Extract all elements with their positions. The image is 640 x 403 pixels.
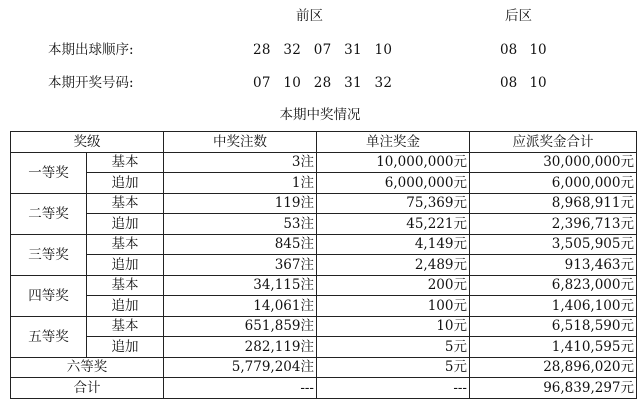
unit-prize: 2,489元 [317,255,470,276]
prize-table [10,131,637,399]
bet-type: 追加 [87,214,164,235]
sum-total: 96,839,297元 [470,378,637,399]
table-row [11,193,637,214]
unit-prize: 10,000,000元 [317,152,470,173]
total-prize: 1,410,595元 [470,337,637,358]
front-zone-label: 前区 [296,8,323,24]
bet-type: 追加 [87,173,164,194]
table-header-row [11,132,637,153]
draw-order-front-numbers: 28 32 07 31 10 [253,42,393,58]
bet-type: 追加 [87,337,164,358]
unit-prize: 75,369元 [317,193,470,214]
total-prize: 28,896,020元 [470,357,637,378]
table-row [11,275,637,296]
winner-count: 34,115注 [164,275,317,296]
winner-count: 14,061注 [164,296,317,317]
draw-info [0,0,640,130]
unit-prize: 5元 [317,337,470,358]
draw-order-back-numbers: 08 10 [500,42,547,58]
table-row [11,214,637,235]
table-row [11,337,637,358]
winner-count: 1注 [164,173,317,194]
total-prize: 3,505,905元 [470,234,637,255]
prize-level: 五等奖 [11,316,87,357]
table-row [11,296,637,317]
sum-prize: --- [317,378,470,399]
winning-back-numbers: 08 10 [500,75,547,91]
bet-type: 基本 [87,152,164,173]
bet-type: 追加 [87,296,164,317]
bet-type: 基本 [87,316,164,337]
header-total: 应派奖金合计 [470,132,637,153]
header-count: 中奖注数 [164,132,317,153]
total-prize: 6,518,590元 [470,316,637,337]
bet-type: 基本 [87,275,164,296]
winner-count: 367注 [164,255,317,276]
winner-count: 651,859注 [164,316,317,337]
header-level: 奖级 [11,132,164,153]
winner-count: 5,779,204注 [164,357,317,378]
unit-prize: 4,149元 [317,234,470,255]
unit-prize: 10元 [317,316,470,337]
header-prize: 单注奖金 [317,132,470,153]
sum-label: 合计 [11,378,164,399]
winning-front-numbers: 07 10 28 31 32 [253,75,393,91]
bet-type: 基本 [87,193,164,214]
prize-level: 六等奖 [11,357,164,378]
unit-prize: 200元 [317,275,470,296]
winner-count: 53注 [164,214,317,235]
bet-type: 基本 [87,234,164,255]
draw-order-label: 本期出球顺序: [48,42,134,58]
total-prize: 30,000,000元 [470,152,637,173]
unit-prize: 45,221元 [317,214,470,235]
prize-level: 一等奖 [11,152,87,193]
bet-type: 追加 [87,255,164,276]
total-prize: 2,396,713元 [470,214,637,235]
back-zone-label: 后区 [505,8,532,24]
table-row [11,316,637,337]
sum-count: --- [164,378,317,399]
table-row [11,152,637,173]
table-row [11,234,637,255]
total-prize: 6,000,000元 [470,173,637,194]
winner-count: 845注 [164,234,317,255]
unit-prize: 100元 [317,296,470,317]
prize-level: 四等奖 [11,275,87,316]
table-row [11,255,637,276]
table-row-sixth-prize [11,357,637,378]
prize-level: 三等奖 [11,234,87,275]
total-prize: 8,968,911元 [470,193,637,214]
winner-count: 282,119注 [164,337,317,358]
prize-level: 二等奖 [11,193,87,234]
table-caption: 本期中奖情况 [279,107,361,123]
table-row-total [11,378,637,399]
table-row [11,173,637,194]
total-prize: 913,463元 [470,255,637,276]
total-prize: 6,823,000元 [470,275,637,296]
winning-numbers-label: 本期开奖号码: [48,75,134,91]
winner-count: 3注 [164,152,317,173]
total-prize: 1,406,100元 [470,296,637,317]
winner-count: 119注 [164,193,317,214]
unit-prize: 5元 [317,357,470,378]
unit-prize: 6,000,000元 [317,173,470,194]
